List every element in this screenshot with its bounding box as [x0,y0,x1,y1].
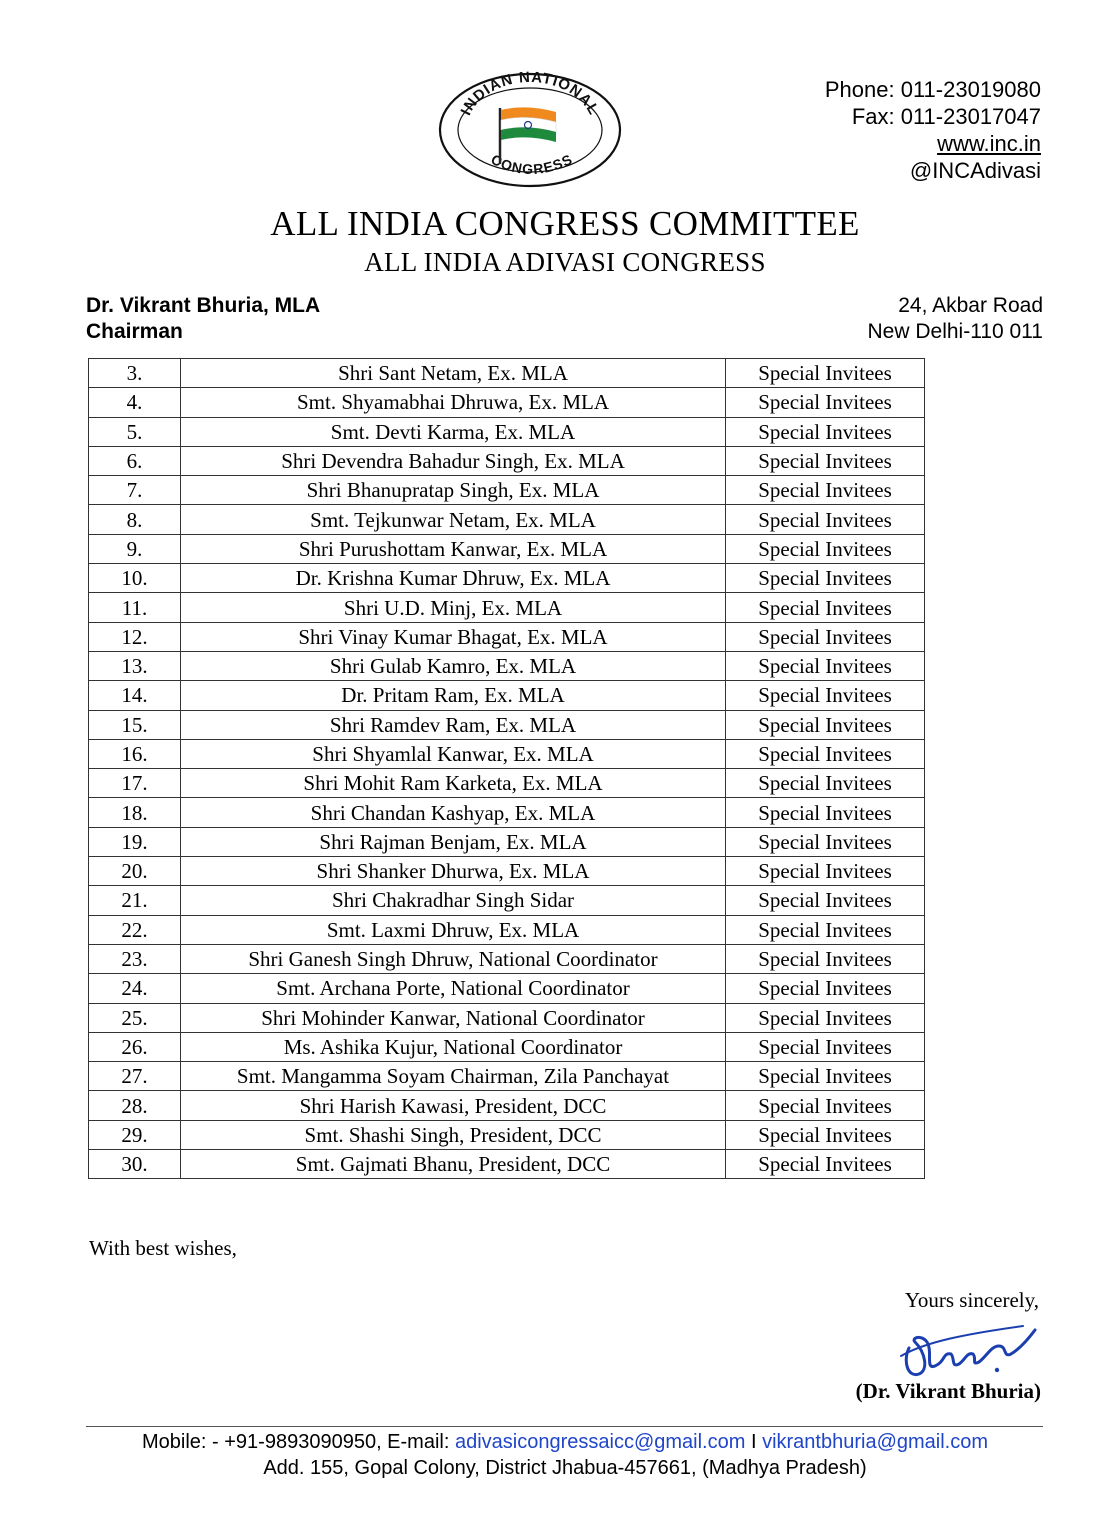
logo-top-text: INDIAN NATIONAL [457,70,603,119]
table-row [89,974,925,1003]
member-name: Shri Mohit Ram Karketa, Ex. MLA [181,769,726,798]
member-number: 17. [89,769,181,798]
flag-icon [500,107,556,164]
best-wishes: With best wishes, [89,1236,237,1260]
member-number: 4. [89,388,181,417]
table-row [89,769,925,798]
member-name: Smt. Gajmati Bhanu, President, DCC [181,1150,726,1179]
member-role: Special Invitees [726,388,925,417]
member-role: Special Invitees [726,505,925,534]
table-row [89,534,925,563]
member-number: 14. [89,681,181,710]
member-name: Ms. Ashika Kujur, National Coordinator [181,1032,726,1061]
member-name: Dr. Pritam Ram, Ex. MLA [181,681,726,710]
member-role: Special Invitees [726,827,925,856]
member-number: 9. [89,534,181,563]
member-role: Special Invitees [726,1091,925,1120]
member-role: Special Invitees [726,651,925,680]
member-number: 12. [89,622,181,651]
social-handle: @INCAdivasi [909,158,1041,183]
member-number: 13. [89,651,181,680]
member-name: Smt. Tejkunwar Netam, Ex. MLA [181,505,726,534]
member-role: Special Invitees [726,593,925,622]
member-role: Special Invitees [726,622,925,651]
member-role: Special Invitees [726,857,925,886]
member-role: Special Invitees [726,476,925,505]
svg-text:CONGRESS [489,151,576,178]
member-role: Special Invitees [726,359,925,388]
table-row [89,827,925,856]
member-role: Special Invitees [726,769,925,798]
table-row [89,505,925,534]
inc-logo [436,70,624,190]
table-row [89,593,925,622]
sender-block [86,293,320,345]
member-name: Dr. Krishna Kumar Dhruw, Ex. MLA [181,564,726,593]
member-role: Special Invitees [726,739,925,768]
member-number: 6. [89,446,181,475]
member-number: 8. [89,505,181,534]
member-role: Special Invitees [726,944,925,973]
member-name: Shri Ganesh Singh Dhruw, National Coordinator [181,944,726,973]
footer-address: Add. 155, Gopal Colony, District Jhabua-457661, (Madhya Pradesh) [263,1457,867,1479]
member-role: Special Invitees [726,886,925,915]
member-name: Smt. Shashi Singh, President, DCC [181,1120,726,1149]
address-line-1: 24, Akbar Road [898,294,1043,317]
logo-bottom-text: CONGRESS [488,150,576,178]
member-name: Shri U.D. Minj, Ex. MLA [181,593,726,622]
member-number: 10. [89,564,181,593]
letterhead-subtitle: ALL INDIA ADIVASI CONGRESS [364,247,766,277]
member-role: Special Invitees [726,1120,925,1149]
table-row [89,915,925,944]
member-name: Smt. Mangamma Soyam Chairman, Zila Panchayat [181,1062,726,1091]
table-row [89,1032,925,1061]
member-number: 25. [89,1003,181,1032]
sender-designation: Chairman [86,320,183,343]
table-row [89,1091,925,1120]
member-number: 27. [89,1062,181,1091]
member-number: 20. [89,857,181,886]
table-row [89,1120,925,1149]
member-role: Special Invitees [726,681,925,710]
address-line-2: New Delhi-110 011 [867,320,1043,343]
footer-mobile: Mobile: - +91-9893090950, E-mail: [142,1431,455,1453]
footer-divider [86,1426,1043,1427]
email-link-adivasi[interactable]: adivasicongressaicc@gmail.com [454,1431,746,1453]
member-name: Shri Harish Kawasi, President, DCC [181,1091,726,1120]
member-number: 18. [89,798,181,827]
member-name: Shri Vinay Kumar Bhagat, Ex. MLA [181,622,726,651]
member-number: 5. [89,417,181,446]
member-role: Special Invitees [726,1150,925,1179]
member-number: 22. [89,915,181,944]
member-name: Smt. Archana Porte, National Coordinator [181,974,726,1003]
table-row [89,388,925,417]
sender-name: Dr. Vikrant Bhuria, MLA [86,294,321,317]
table-row [89,710,925,739]
member-number: 19. [89,827,181,856]
member-number: 15. [89,710,181,739]
letterhead-title: ALL INDIA CONGRESS COMMITTEE [270,204,860,243]
member-role: Special Invitees [726,1003,925,1032]
member-role: Special Invitees [726,564,925,593]
table-row [89,944,925,973]
member-name: Shri Gulab Kamro, Ex. MLA [181,651,726,680]
member-role: Special Invitees [726,974,925,1003]
website-link[interactable]: www.inc.in [937,131,1041,156]
member-role: Special Invitees [726,798,925,827]
table-row [89,1150,925,1179]
table-row [89,564,925,593]
member-number: 24. [89,974,181,1003]
email-link-bhuria[interactable]: vikrantbhuria@gmail.com [762,1431,988,1453]
contact-info [825,76,1041,184]
table-row [89,739,925,768]
member-role: Special Invitees [726,446,925,475]
member-number: 16. [89,739,181,768]
member-name: Shri Sant Netam, Ex. MLA [181,359,726,388]
members-table [88,358,925,1179]
table-row [89,359,925,388]
member-number: 29. [89,1120,181,1149]
member-number: 21. [89,886,181,915]
table-row [89,681,925,710]
footer-contact [0,1431,1105,1454]
member-role: Special Invitees [726,417,925,446]
valediction: Yours sincerely, [904,1288,1039,1312]
member-role: Special Invitees [726,710,925,739]
member-number: 28. [89,1091,181,1120]
table-row [89,622,925,651]
member-role: Special Invitees [726,1062,925,1091]
table-row [89,1062,925,1091]
member-role: Special Invitees [726,915,925,944]
member-name: Shri Chakradhar Singh Sidar [181,886,726,915]
member-name: Smt. Devti Karma, Ex. MLA [181,417,726,446]
table-row [89,476,925,505]
member-name: Shri Chandan Kashyap, Ex. MLA [181,798,726,827]
member-number: 26. [89,1032,181,1061]
fax-number: Fax: 011-23017047 [851,104,1041,129]
member-number: 23. [89,944,181,973]
table-row [89,417,925,446]
member-name: Shri Bhanupratap Singh, Ex. MLA [181,476,726,505]
member-name: Shri Ramdev Ram, Ex. MLA [181,710,726,739]
member-name: Shri Rajman Benjam, Ex. MLA [181,827,726,856]
email-separator: I [745,1431,763,1453]
phone-number: Phone: 011-23019080 [824,77,1041,102]
member-name: Shri Purushottam Kanwar, Ex. MLA [181,534,726,563]
table-row [89,651,925,680]
member-name: Smt. Shyamabhai Dhruwa, Ex. MLA [181,388,726,417]
table-row [89,857,925,886]
member-name: Shri Shyamlal Kanwar, Ex. MLA [181,739,726,768]
member-role: Special Invitees [726,1032,925,1061]
member-number: 11. [89,593,181,622]
member-name: Shri Devendra Bahadur Singh, Ex. MLA [181,446,726,475]
table-row [89,798,925,827]
member-name: Shri Shanker Dhurwa, Ex. MLA [181,857,726,886]
member-number: 30. [89,1150,181,1179]
table-row [89,446,925,475]
member-role: Special Invitees [726,534,925,563]
signatory-name: (Dr. Vikrant Bhuria) [855,1379,1041,1403]
member-number: 7. [89,476,181,505]
member-name: Smt. Laxmi Dhruw, Ex. MLA [181,915,726,944]
member-number: 3. [89,359,181,388]
member-name: Shri Mohinder Kanwar, National Coordinator [181,1003,726,1032]
table-row [89,886,925,915]
office-address [868,293,1044,345]
table-row [89,1003,925,1032]
